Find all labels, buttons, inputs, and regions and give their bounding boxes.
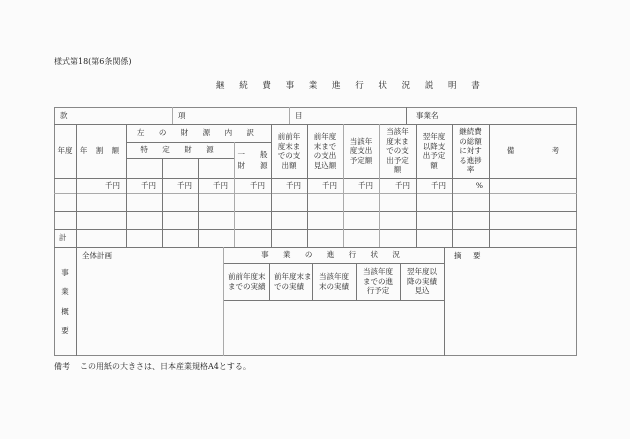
progress-rate-header: 継続費の総額に対する進捗率 — [459, 127, 482, 175]
fiscal-year-header: 年度 — [57, 146, 73, 156]
unit-label: 千円 — [105, 180, 120, 190]
divider — [126, 158, 234, 159]
progress-col-header: 前前年度末までの実績 — [228, 272, 266, 291]
current-planned-header: 当該年度支出予定額 — [349, 136, 373, 165]
overall-plan-label: 全体計画 — [82, 251, 112, 260]
summary-label: 摘 要 — [454, 251, 483, 260]
overview-char: 要 — [61, 326, 69, 335]
progress-col-header: 当該年度末の実績 — [319, 272, 349, 291]
unit-label: 千円 — [250, 180, 265, 190]
general-funding-header — [234, 142, 271, 178]
document-title: 継 続 費 事 業 進 行 状 況 説 明 書 — [216, 81, 486, 91]
divider — [54, 211, 577, 212]
moku-label: 目 — [295, 110, 303, 120]
kou-label: 項 — [178, 110, 186, 120]
unit-label: 千円 — [431, 180, 446, 190]
footnote — [54, 361, 251, 372]
unit-label: 千円 — [322, 180, 337, 190]
remarks-header: 備 考 — [506, 146, 560, 156]
project-progress-header: 事 業 の 進 行 状 況 — [261, 250, 406, 260]
divider — [54, 229, 577, 230]
overview-char: 概 — [61, 306, 69, 316]
kan-label: 款 — [60, 110, 68, 120]
footnote-key: 備考 — [54, 362, 70, 371]
unit-label: 千円 — [395, 180, 410, 190]
current-end-planned-header: 当該年度末までの支出予定額 — [386, 127, 409, 175]
project-overview-label — [54, 247, 76, 356]
next-year-planned-header: 翌年度以降支出予定額 — [422, 132, 446, 170]
divider — [162, 158, 163, 247]
overview-char: 業 — [61, 287, 69, 296]
footnote-text: この用紙の大きさは、日本産業規格A4とする。 — [80, 362, 251, 371]
specific-funding-header: 特 定 財 源 — [140, 145, 220, 155]
progress-col-header: 当該年度までの進行予定 — [363, 267, 393, 296]
funding-breakdown-header: 左 の 財 源 内 訳 — [137, 128, 260, 138]
prev-prev-expenditure-header: 前前年度末までの支出額 — [277, 132, 301, 170]
unit-label: 千円 — [177, 180, 192, 190]
percent-unit-label: % — [475, 180, 483, 190]
form-number: 様式第18(第6条関係) — [54, 57, 132, 66]
prev-expenditure-header: 前年度末までの支出見込額 — [313, 132, 337, 170]
divider — [54, 193, 577, 194]
unit-label: 千円 — [358, 180, 373, 190]
total-label: 計 — [59, 233, 67, 243]
overview-char: 事 — [61, 267, 69, 277]
divider — [198, 158, 199, 247]
progress-col-header: 翌年度以降の実績見込 — [407, 267, 437, 296]
annual-amount-header: 年 割 額 — [79, 146, 123, 156]
project-name-label: 事業名 — [416, 110, 439, 120]
progress-col-header: 前年度末までの実績 — [274, 272, 312, 291]
unit-label: 千円 — [286, 180, 301, 190]
unit-label: 千円 — [213, 180, 228, 190]
general-funding-line2: 財 源 — [237, 161, 268, 170]
unit-label: 千円 — [141, 180, 156, 190]
general-funding-line1: 一 般 — [237, 149, 268, 159]
divider — [223, 300, 444, 301]
